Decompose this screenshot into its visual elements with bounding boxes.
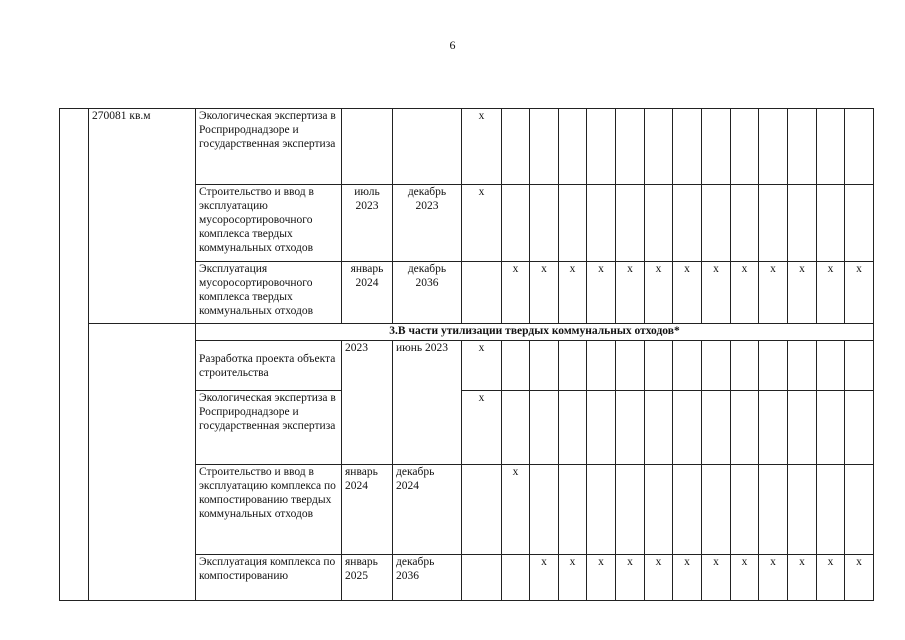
year-mark-cell: х — [502, 465, 530, 555]
start-date-cell — [342, 109, 393, 185]
year-mark-cell — [702, 341, 731, 391]
year-mark-cell — [788, 465, 817, 555]
stage-cell: Разработка проекта объекта строительства — [196, 341, 342, 391]
year-mark-cell — [645, 465, 673, 555]
year-mark-cell — [673, 465, 702, 555]
start-date-cell: январь 2024 — [342, 262, 393, 324]
year-mark-cell — [759, 109, 788, 185]
table-row — [60, 109, 874, 185]
year-mark-cell — [759, 341, 788, 391]
year-mark-cell — [788, 391, 817, 465]
year-mark-cell — [788, 109, 817, 185]
year-mark-cell — [530, 391, 559, 465]
year-mark-cell — [817, 341, 845, 391]
year-mark-cell — [731, 185, 759, 262]
year-mark-cell — [645, 109, 673, 185]
year-mark-cell — [616, 465, 645, 555]
year-mark-cell — [731, 341, 759, 391]
year-mark-cell — [530, 465, 559, 555]
year-mark-cell — [817, 109, 845, 185]
year-mark-cell — [502, 185, 530, 262]
year-mark-cell: х — [731, 555, 759, 601]
year-mark-cell: х — [673, 262, 702, 324]
year-mark-cell: х — [645, 555, 673, 601]
year-mark-cell: х — [616, 555, 645, 601]
year-mark-cell — [673, 341, 702, 391]
year-mark-cell — [559, 391, 587, 465]
year-mark-cell — [845, 465, 874, 555]
year-mark-cell — [788, 341, 817, 391]
year-mark-cell — [645, 185, 673, 262]
year-mark-cell: х — [645, 262, 673, 324]
year-mark-cell — [731, 109, 759, 185]
year-mark-cell — [845, 341, 874, 391]
stage-cell: Строительство и ввод в эксплуатацию мусоросортировочного комплекса твердых коммунальных отходов — [196, 185, 342, 262]
year-mark-cell: х — [462, 185, 502, 262]
year-mark-cell: х — [530, 555, 559, 601]
year-mark-cell: х — [817, 555, 845, 601]
empty-volume-cell — [89, 324, 196, 601]
year-mark-cell — [731, 391, 759, 465]
end-date-cell: декабрь 2036 — [393, 262, 462, 324]
year-mark-cell: х — [462, 109, 502, 185]
year-mark-cell: х — [502, 262, 530, 324]
year-mark-cell — [817, 185, 845, 262]
group-start-date-cell: 2023 — [342, 341, 393, 465]
year-mark-cell — [502, 109, 530, 185]
year-mark-cell — [702, 465, 731, 555]
year-mark-cell: х — [559, 262, 587, 324]
page-number: 6 — [449, 38, 456, 52]
year-mark-cell — [702, 185, 731, 262]
end-date-cell: декабрь 2023 — [393, 185, 462, 262]
year-mark-cell — [530, 109, 559, 185]
year-mark-cell — [502, 341, 530, 391]
end-date-cell: декабрь 2024 — [393, 465, 462, 555]
year-mark-cell: х — [559, 555, 587, 601]
year-mark-cell — [673, 109, 702, 185]
year-mark-cell: х — [845, 262, 874, 324]
year-mark-cell: х — [702, 555, 731, 601]
year-mark-cell — [673, 391, 702, 465]
year-mark-cell — [759, 391, 788, 465]
start-date-cell: январь 2025 — [342, 555, 393, 601]
year-mark-cell: х — [788, 262, 817, 324]
year-mark-cell — [462, 465, 502, 555]
year-mark-cell — [645, 391, 673, 465]
year-mark-cell: х — [817, 262, 845, 324]
year-mark-cell: х — [845, 555, 874, 601]
start-date-cell: январь 2024 — [342, 465, 393, 555]
end-date-cell: декабрь 2036 — [393, 555, 462, 601]
year-mark-cell — [462, 555, 502, 601]
year-mark-cell — [587, 465, 616, 555]
year-mark-cell — [645, 341, 673, 391]
year-mark-cell: х — [616, 262, 645, 324]
year-mark-cell — [731, 465, 759, 555]
year-mark-cell — [587, 109, 616, 185]
year-mark-cell — [845, 109, 874, 185]
end-date-cell — [393, 109, 462, 185]
year-mark-cell — [616, 341, 645, 391]
year-mark-cell: х — [587, 262, 616, 324]
year-mark-cell — [673, 185, 702, 262]
year-mark-cell — [759, 465, 788, 555]
section-row — [60, 324, 874, 341]
group-end-date-cell: июнь 2023 — [393, 341, 462, 465]
year-mark-cell: х — [702, 262, 731, 324]
year-mark-cell: х — [759, 262, 788, 324]
year-mark-cell — [817, 391, 845, 465]
year-mark-cell — [502, 555, 530, 601]
year-mark-cell: х — [788, 555, 817, 601]
year-mark-cell — [462, 262, 502, 324]
year-mark-cell — [502, 391, 530, 465]
year-mark-cell — [817, 465, 845, 555]
year-mark-cell — [788, 185, 817, 262]
year-mark-cell — [702, 109, 731, 185]
year-mark-cell — [759, 185, 788, 262]
year-mark-cell — [530, 185, 559, 262]
year-mark-cell — [559, 465, 587, 555]
row-number-cell — [60, 109, 89, 601]
schedule-table — [59, 108, 874, 601]
stage-cell: Эксплуатация комплекса по компостированию — [196, 555, 342, 601]
year-mark-cell — [559, 185, 587, 262]
year-mark-cell — [702, 391, 731, 465]
stage-cell: Экологическая экспертиза в Росприроднадзоре и государственная экспертиза — [196, 391, 342, 465]
year-mark-cell — [587, 391, 616, 465]
section-title: 3.В части утилизации твердых коммунальных отходов* — [196, 324, 874, 341]
stage-cell: Строительство и ввод в эксплуатацию комплекса по компостированию твердых коммунальных отходов — [196, 465, 342, 555]
stage-cell: Эксплуатация мусоросортировочного комплекса твердых коммунальных отходов — [196, 262, 342, 324]
volume-cell: 270081 кв.м — [89, 109, 196, 324]
start-date-cell: июль 2023 — [342, 185, 393, 262]
year-mark-cell — [845, 185, 874, 262]
year-mark-cell — [616, 109, 645, 185]
year-mark-cell — [616, 185, 645, 262]
year-mark-cell: х — [462, 341, 502, 391]
year-mark-cell: х — [731, 262, 759, 324]
year-mark-cell — [616, 391, 645, 465]
year-mark-cell: х — [462, 391, 502, 465]
year-mark-cell — [845, 391, 874, 465]
year-mark-cell — [559, 341, 587, 391]
stage-cell: Экологическая экспертиза в Росприроднадзоре и государственная экспертиза — [196, 109, 342, 185]
year-mark-cell — [530, 341, 559, 391]
year-mark-cell: х — [530, 262, 559, 324]
year-mark-cell — [587, 341, 616, 391]
year-mark-cell: х — [759, 555, 788, 601]
year-mark-cell: х — [587, 555, 616, 601]
year-mark-cell: х — [673, 555, 702, 601]
year-mark-cell — [587, 185, 616, 262]
year-mark-cell — [559, 109, 587, 185]
